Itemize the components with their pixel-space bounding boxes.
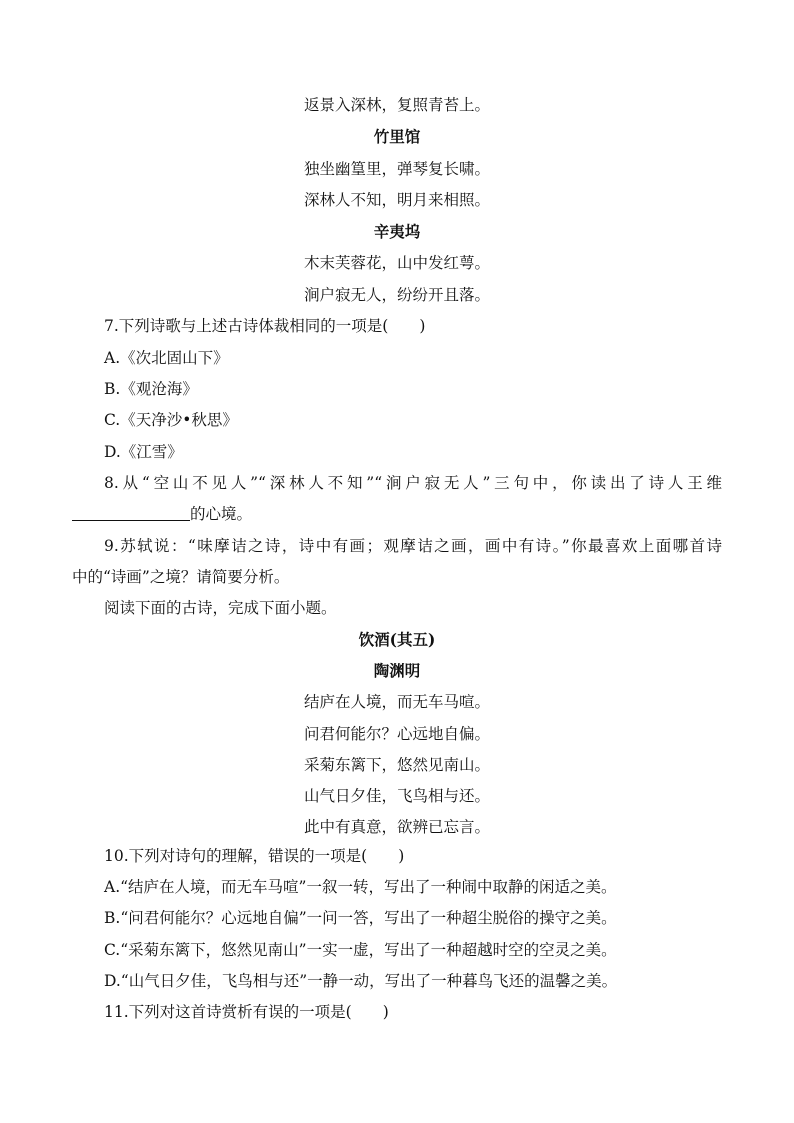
question-8-line-1: 8.从“空山不见人”“深林人不知”“涧户寂无人”三句中，你读出了诗人王维 [104,474,722,492]
question-11-stem: 11.下列对这首诗赏析有误的一项是( ) [104,1003,389,1021]
poem-author: 陶渊明 [373,661,421,680]
poem-line: 结庐在人境，而无车马喧。 [303,693,490,711]
question-10-option-b: B.“问君何能尔？心远地自偏”一问一答，写出了一种超尘脱俗的操守之美。 [104,909,617,927]
poem-line: 此中有真意，欲辨已忘言。 [303,818,490,836]
question-10-option-c: C.“采菊东篱下，悠然见南山”一实一虚，写出了一种超越时空的空灵之美。 [104,941,617,959]
question-7-option-c: C.《天净沙•秋思》 [104,411,238,429]
poem-line: 山气日夕佳，飞鸟相与还。 [303,787,490,805]
question-8-suffix: 的心境。 [190,505,253,523]
poem-line: 木末芙蓉花，山中发红萼。 [303,254,490,272]
poem-line: 返景入深林，复照青苔上。 [303,96,490,114]
question-10-option-a: A.“结庐在人境，而无车马喧”一叙一转，写出了一种闹中取静的闲适之美。 [104,878,617,896]
poem-title-zhuliguan: 竹里馆 [373,127,421,146]
question-10-stem: 10.下列对诗句的理解，错误的一项是( ) [104,847,405,865]
poem-line: 采菊东篱下，悠然见南山。 [303,756,490,774]
question-9-line-2: 中的“诗画”之境？请简要分析。 [72,568,290,586]
question-7-option-a: A.《次北固山下》 [104,349,229,367]
poem-title-yinjiu: 饮酒(其五) [358,630,436,649]
poem-line: 问君何能尔？心远地自偏。 [303,725,490,743]
poem-line: 深林人不知，明月来相照。 [303,191,490,209]
question-7-stem: 7.下列诗歌与上述古诗体裁相同的一项是( ) [104,317,426,335]
question-9-line-1: 9.苏轼说：“味摩诘之诗，诗中有画；观摩诘之画，画中有诗。”你最喜欢上面哪首诗 [104,537,722,555]
question-7-option-b: B.《观沧海》 [104,380,198,398]
poem-line: 独坐幽篁里，弹琴复长啸。 [303,160,490,178]
reading-instruction: 阅读下面的古诗，完成下面小题。 [104,599,337,617]
answer-blank[interactable] [72,504,190,521]
poem-line: 涧户寂无人，纷纷开且落。 [303,286,490,304]
poem-title-xinyiwu: 辛夷坞 [373,222,421,241]
question-8-line-2 [72,504,252,524]
question-7-option-d: D.《江雪》 [104,443,183,461]
question-10-option-d: D.“山气日夕佳，飞鸟相与还”一静一动，写出了一种暮鸟飞还的温馨之美。 [104,972,618,990]
